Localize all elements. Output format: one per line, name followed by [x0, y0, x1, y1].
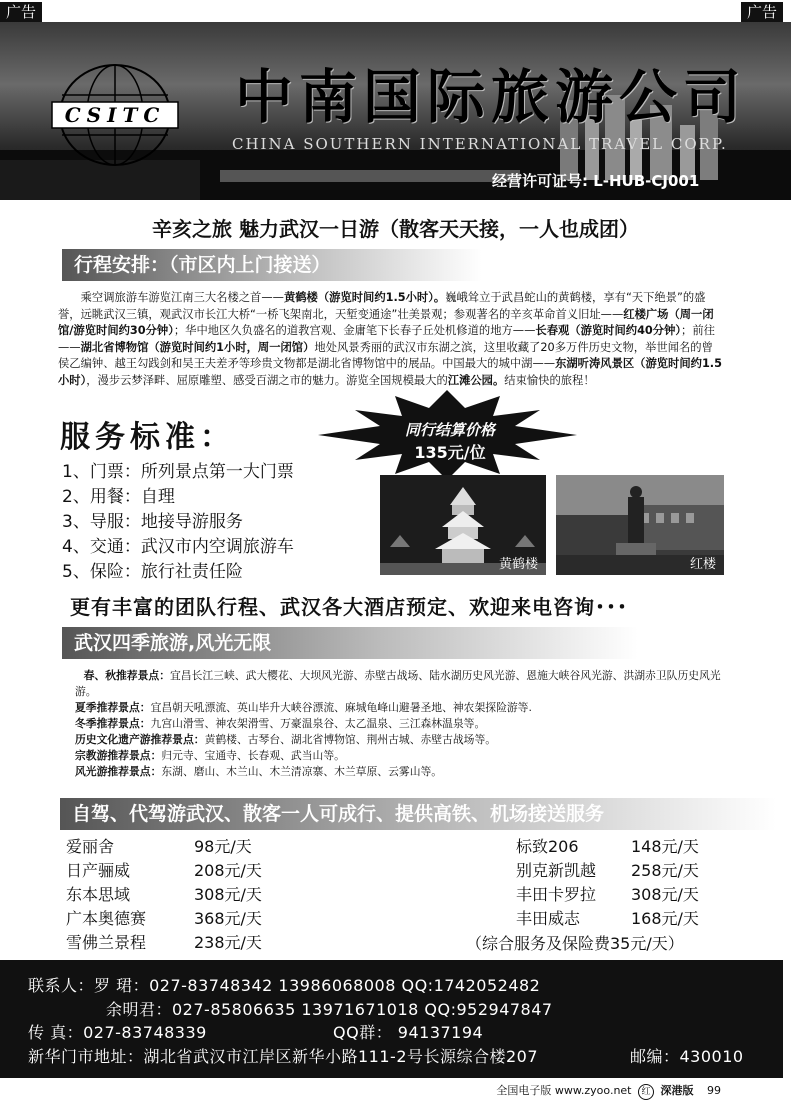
rental-row: 广本奥德赛 368元/天 [66, 909, 262, 928]
rental-list-left [66, 835, 262, 955]
price-value: 135元/位 [414, 443, 486, 462]
service-standard-title: 服务标准： [60, 420, 235, 455]
season-row: 冬季推荐景点：九宫山滑雪、神农架滑雪、万豪温泉谷、太乙温泉、三江森林温泉等。 [75, 717, 486, 730]
season-row: 宗教游推荐景点：归元寺、宝通寺、长春观、武当山等。 [75, 749, 345, 762]
rental-note: （综合服务及保险费35元/天） [466, 934, 684, 953]
page-number: 99 [707, 1084, 721, 1097]
company-logo-globe [50, 60, 180, 175]
service-item: 4、交通：武汉市内空调旅游车 [62, 537, 294, 557]
rental-row: 雪佛兰景程 238元/天 [66, 933, 262, 952]
itinerary-title-bar: 行程安排：（市区内上门接送） [62, 249, 482, 281]
season-row: 夏季推荐景点：宜昌朝天吼漂流、英山毕升大峡谷漂流、麻城龟峰山避暑圣地、神农架探险游等. [75, 701, 532, 714]
service-item: 2、用餐：自理 [62, 487, 175, 507]
seasons-title-bar: 武汉四季旅游,风光无限 [62, 627, 638, 659]
contact-line-1: 联系人：罗 珺：027-83748342 13986068008 QQ:1742052482 [28, 976, 541, 995]
rental-row: 日产骊威 208元/天 [66, 861, 262, 880]
contact-line-2: 余明君：027-85806635 13971671018 QQ:952947847 [106, 1000, 553, 1019]
tour-headline: 辛亥之旅 魅力武汉一日游（散客天天接，一人也成团） [152, 217, 639, 241]
photo-red-building [556, 475, 724, 575]
page-footer [496, 1082, 721, 1100]
photo-caption: 红楼 [689, 557, 716, 572]
contact-panel [0, 960, 783, 1078]
footer-website: 全国电子版 www.zyoo.net [496, 1084, 632, 1097]
company-name: 中南国际旅游公司 [235, 63, 748, 131]
rental-row: 东本思域 308元/天 [66, 885, 262, 904]
promo-line: 更有丰富的团队行程、武汉各大酒店预定、欢迎来电咨询･･･ [70, 595, 628, 619]
rental-row: 标致206 148元/天 [516, 837, 699, 856]
ad-label-left: 广告 [0, 2, 42, 22]
svg-text:CSITC: CSITC [64, 103, 166, 127]
qq-group: QQ群： 94137194 [333, 1023, 484, 1042]
fax-number: 传 真：027-83748339 [28, 1023, 207, 1042]
rental-row: 丰田卡罗拉 308元/天 [516, 885, 699, 904]
rental-row: 丰田威志 168元/天 [516, 909, 699, 928]
seasons-list [75, 668, 725, 780]
store-address: 新华门市地址：湖北省武汉市江岸区新华小路111-2号长源综合楼207 [28, 1047, 539, 1066]
service-standard-list [62, 460, 294, 585]
season-row: 历史文化遗产游推荐景点：黄鹤楼、古琴台、湖北省博物馆、荆州古城、赤壁古战场等。 [75, 733, 497, 746]
season-row: 春、秋推荐景点：宜昌长江三峡、武大樱花、大坝风光游、赤壁古战场、陆水湖历史风光游、恩施大峡谷风光游、洪湖赤卫队历史风光游。 [75, 669, 721, 698]
ad-label-right: 广告 [741, 2, 783, 22]
rental-title-bar: 自驾、代驾游武汉、散客一人可成行、提供高铁、机场接送服务 [60, 798, 776, 830]
rental-row: 别克新凯越 258元/天 [516, 861, 699, 880]
footer-badge-icon: 红 [638, 1084, 654, 1100]
itinerary-text: 乘空调旅游车游览江南三大名楼之首——黄鹤楼（游览时间约1.5小时）。巍峨耸立于武昌蛇山的黄鹤楼，享有“天下绝景”的盛誉，远眺武汉三镇，观武汉市长江大桥“一桥飞架南北，天堑变通途”壮美景观；参观著名的辛亥革命首义旧址——红楼广场（周一闭馆/游览时间约30分钟）；华中地区久负盛名的道教宫观、金庸笔下长春子丘处机修道的地方——长春观（游览时间约40分钟）；前往——湖北省博物馆（游览时间约1小时，周一闭馆）地处风景秀丽的武汉市东湖之滨，这里收藏了20多万件历史文物，举世闻名的曾侯乙编钟、越王勾践剑和吴王夫差矛等珍贵文物都是湖北省博物馆中的展品。中国最大的城中湖——东湖听涛风景区（游览时间约1.5小时），漫步云梦泽畔、屈原雕塑、感受百湖之市的魅力。游览全国规模最大的江滩公园。结束愉快的旅程！ [58, 291, 722, 387]
rental-list-right [516, 835, 699, 931]
price-label: 同行结算价格 [404, 421, 495, 439]
license-number: 经营许可证号: L-HUB-CJ001 [492, 172, 700, 190]
photo-caption: 黄鹤楼 [498, 557, 538, 572]
company-name-english: CHINA SOUTHERN INTERNATIONAL TRAVEL CORP. [232, 135, 728, 153]
service-item: 1、门票：所列景点第一大门票 [62, 462, 294, 482]
service-item: 3、导服：地接导游服务 [62, 512, 243, 532]
footer-edition: 深港版 [660, 1084, 694, 1097]
rental-row: 爱丽舍 98元/天 [66, 837, 252, 856]
photo-yellow-crane-tower [380, 475, 546, 575]
postcode: 邮编：430010 [630, 1047, 744, 1066]
service-item: 5、保险：旅行社责任险 [62, 562, 243, 582]
season-row: 风光游推荐景点：东湖、磨山、木兰山、木兰清凉寨、木兰草原、云雾山等。 [75, 765, 443, 778]
